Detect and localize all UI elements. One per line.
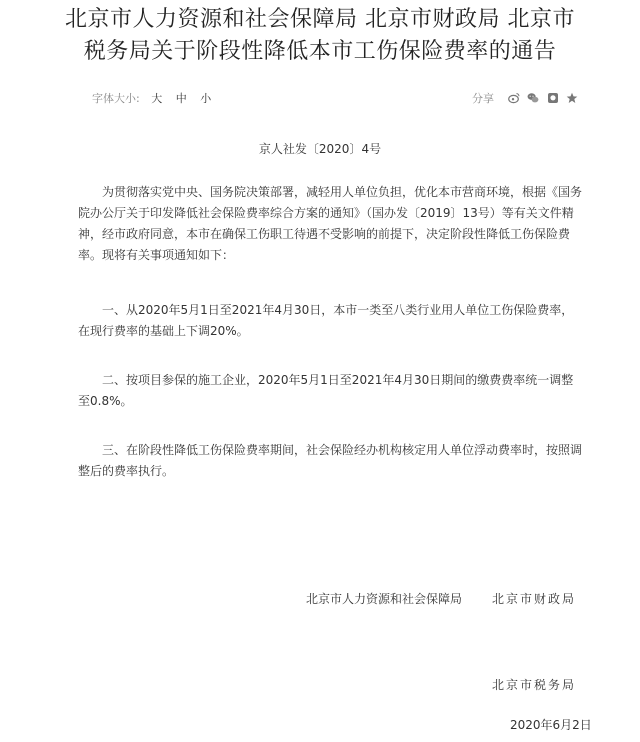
signature-org-finance: 北京市财政局 [492, 592, 577, 606]
signature-org-hrss: 北京市人力资源和社会保障局 [306, 592, 463, 606]
font-size-medium-option[interactable]: 中 [175, 92, 187, 105]
signature-org-tax: 北京市税务局 [492, 678, 577, 692]
body-paragraph-intro: 为贯彻落实党中央、国务院决策部署，减轻用人单位负担，优化本市营商环境，根据《国务院办公厅关于印发降低社会保险费率综合方案的通知》（国办发〔2019〕13号）等有关文件精神，经市政府同意，本市在确保工伤职工待遇不受影响的前提下，决定阶段性降低工伤保险费率。现将有关事项通知如下： [78, 185, 583, 262]
title-line-2: 税务局关于阶段性降低本市工伤保险费率的通告 [83, 39, 557, 64]
share-label: 分享 [472, 92, 494, 105]
font-size-large-option[interactable]: 大 [151, 92, 163, 105]
font-size-small-option[interactable]: 小 [200, 92, 212, 105]
page-title [0, 4, 640, 68]
qq-icon[interactable] [547, 92, 559, 104]
body-paragraph-1: 一、从2020年5月1日至2021年4月30日，本市一类至八类行业用人单位工伤保险费率，在现行费率的基础上下调20%。 [78, 303, 574, 338]
font-size-control [92, 90, 221, 106]
title-line-1: 北京市人力资源和社会保障局 北京市财政局 北京市 [65, 7, 575, 32]
share-control [472, 90, 578, 106]
document-number: 京人社发〔2020〕4号 [258, 142, 382, 156]
body-paragraph-3: 三、在阶段性降低工伤保险费率期间，社会保险经办机构核定用人单位浮动费率时，按照调整后的费率执行。 [78, 443, 583, 478]
qzone-icon[interactable] [566, 92, 578, 104]
article-toolbar [92, 90, 578, 108]
wechat-icon[interactable] [527, 92, 539, 104]
signature-date: 2020年6月2日 [510, 718, 592, 732]
weibo-icon[interactable] [508, 92, 520, 104]
body-paragraph-2: 二、按项目参保的施工企业，2020年5月1日至2021年4月30日期间的缴费费率统一调整至0.8%。 [78, 373, 574, 408]
font-size-label: 字体大小: [92, 92, 140, 105]
